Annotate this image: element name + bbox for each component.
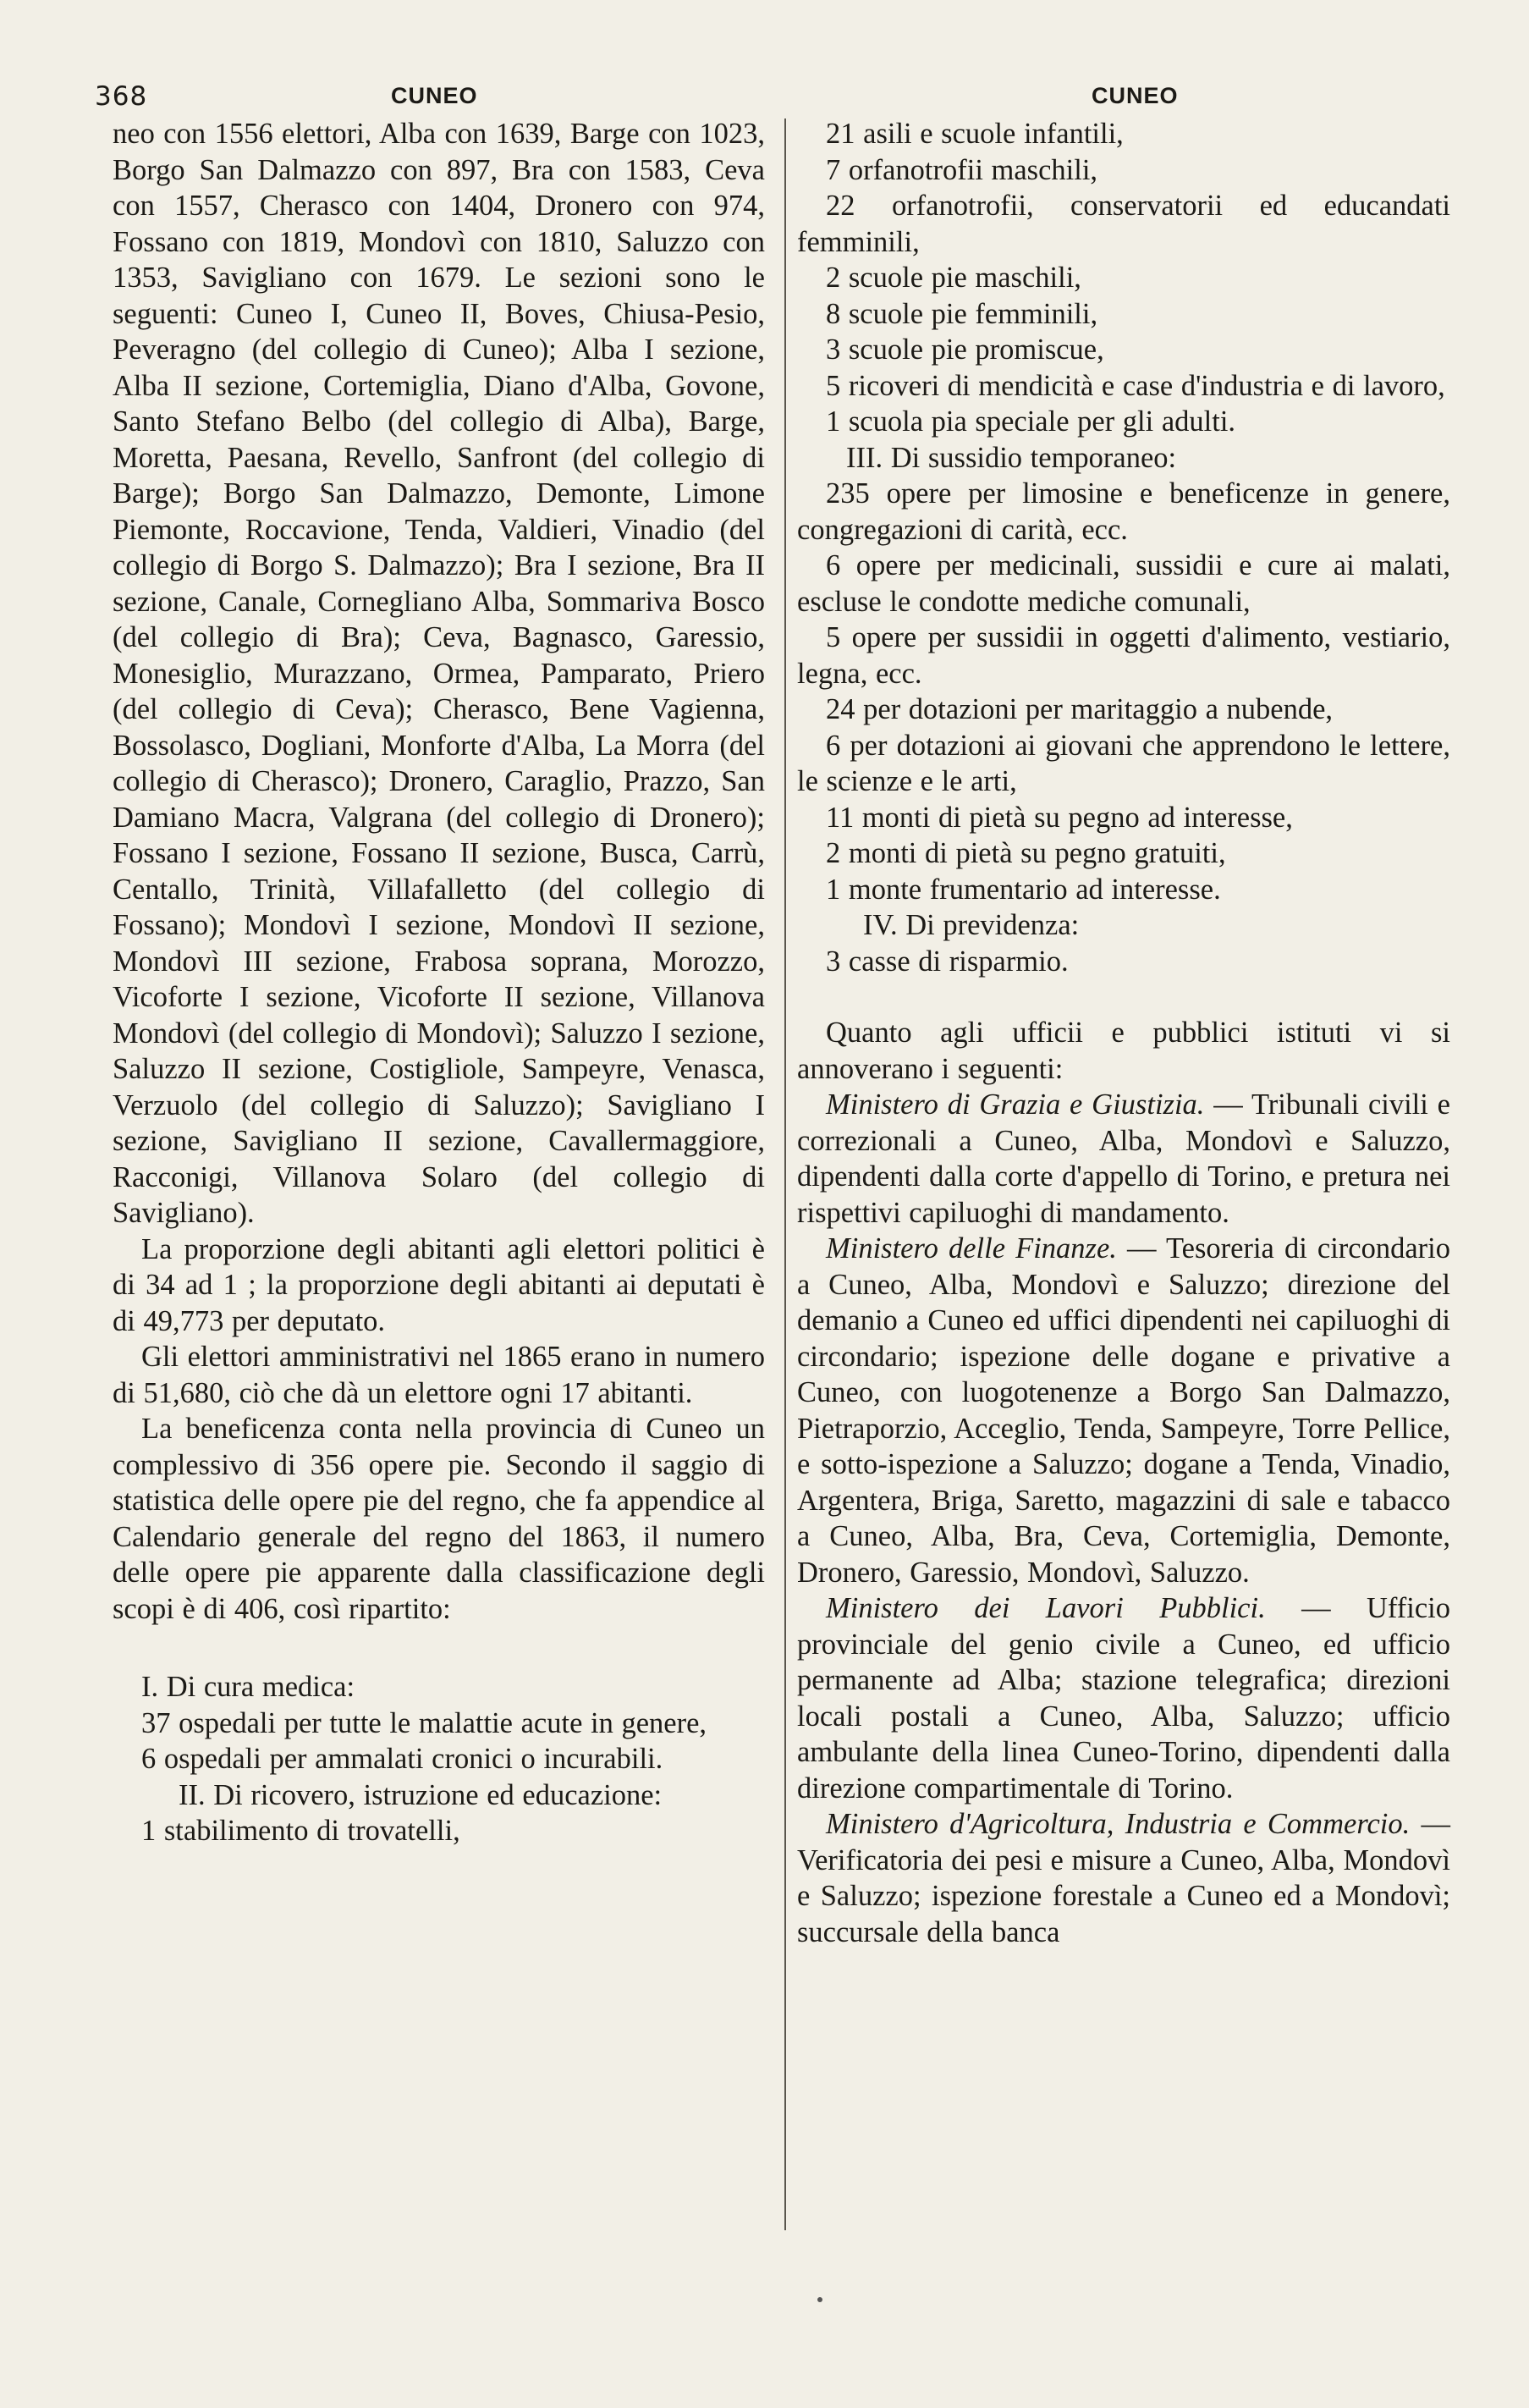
paragraph xyxy=(113,1741,765,1777)
paragraph-text: — Ufficio provinciale del genio civile a Cuneo, ed ufficio permanente ad Alba; stazione telegrafica; direzioni locali postali a Cuneo, Alba, Saluzzo; ufficio ambulante della linea Cuneo-Torino, dipendenti dalla direzione compartimentale di Torino. xyxy=(797,1592,1450,1805)
paragraph-text: 1 monte frumentario ad interesse. xyxy=(826,873,1221,906)
paragraph xyxy=(797,835,1450,872)
paragraph-text: 3 scuole pie promiscue, xyxy=(826,333,1104,366)
paragraph-text: 1 stabilimento di trovatelli, xyxy=(141,1815,460,1847)
paragraph-text: 22 orfanotrofii, conservatorii ed educandati femminili, xyxy=(797,190,1450,258)
paragraph-text: Quanto agli ufficii e pubblici istituti vi si annoverano i seguenti: xyxy=(797,1017,1450,1085)
running-head-right: CUNEO xyxy=(1092,83,1179,108)
paragraph-text: 37 ospedali per tutte le malattie acute in genere, xyxy=(141,1706,707,1739)
paragraph xyxy=(797,368,1450,405)
paragraph-text: I. Di cura medica: xyxy=(141,1671,355,1703)
paragraph xyxy=(797,1087,1450,1231)
ministry-heading: Ministero dei Lavori Pubblici. xyxy=(826,1592,1266,1624)
paragraph-text: 8 scuole pie femminili, xyxy=(826,297,1098,330)
paragraph xyxy=(113,1777,765,1814)
paragraph-text: 1 scuola pia speciale per gli adulti. xyxy=(826,405,1236,438)
paragraph xyxy=(797,800,1450,836)
paragraph xyxy=(797,692,1450,728)
left-text-column xyxy=(113,116,765,1849)
paragraph-text: 2 scuole pie maschili, xyxy=(826,262,1081,294)
paragraph-text: 7 orfanotrofii maschili, xyxy=(826,153,1098,186)
paragraph xyxy=(113,1411,765,1627)
ministry-heading: Ministero di Grazia e Giustizia. xyxy=(826,1088,1205,1121)
paragraph xyxy=(797,1015,1450,1087)
paragraph-text: La beneficenza conta nella provincia di Cuneo un complessivo di 356 opere pie. Secondo il saggio di statistica delle opere pie del regno, che fa appendice al Calendario generale del regno del 1863, il numero delle opere pie apparente dalla classificazione degli scopi è di 406, così ripartito: xyxy=(113,1413,765,1625)
paragraph-text: IV. Di previdenza: xyxy=(863,909,1080,941)
paragraph xyxy=(797,116,1450,152)
paragraph xyxy=(797,440,1450,477)
paragraph-text: 24 per dotazioni per maritaggio a nubende, xyxy=(826,693,1334,725)
paragraph-text: 11 monti di pietà su pegno ad interesse, xyxy=(826,801,1293,834)
paragraph xyxy=(797,620,1450,692)
paragraph xyxy=(797,872,1450,908)
running-head-left: CUNEO xyxy=(391,83,478,108)
paragraph-text: La proporzione degli abitanti agli elettori politici è di 34 ad 1 ; la proporzione degli abitanti ai deputati è di 49,773 per deputato. xyxy=(113,1232,765,1337)
paragraph-text: — Verificatoria dei pesi e misure a Cuneo, Alba, Mondovì e Saluzzo; ispezione forestale a Cuneo ed a Mondovì; succursale della banca xyxy=(797,1808,1450,1948)
paragraph xyxy=(797,907,1450,944)
paragraph xyxy=(113,1705,765,1742)
paragraph xyxy=(797,728,1450,800)
paragraph xyxy=(797,1590,1450,1806)
paragraph xyxy=(113,1232,765,1340)
paragraph xyxy=(797,188,1450,260)
ministry-heading: Ministero delle Finanze. xyxy=(826,1232,1117,1265)
paragraph-text: 5 ricoveri di mendicità e case d'industria e di lavoro, xyxy=(826,369,1445,402)
page-number: 368 xyxy=(95,81,148,112)
paragraph xyxy=(797,260,1450,296)
paragraph-text: 5 opere per sussidii in oggetti d'alimento, vestiario, legna, ecc. xyxy=(797,621,1450,690)
paragraph xyxy=(797,1231,1450,1590)
ink-speck xyxy=(817,2297,822,2302)
paragraph xyxy=(797,404,1450,440)
paragraph-text: 21 asili e scuole infantili, xyxy=(826,118,1124,150)
paragraph-text: neo con 1556 elettori, Alba con 1639, Barge con 1023, Borgo San Dalmazzo con 897, Bra con 1583, Ceva con 1557, Cherasco con 1404, Dronero con 974, Fossano con 1819, Mondovì con 1810, Saluzzo con 1353, Savigliano con 1679. Le sezioni sono le seguenti: Cuneo I, Cuneo II, Boves, Chiusa-Pesio, Peveragno (del collegio di Cuneo); Alba I sezione, Alba II sezione, Cortemiglia, Diano d'Alba, Govone, Santo Stefano Belbo (del collegio di Alba), Barge, Moretta, Paesana, Revello, Sanfront (del collegio di Barge); Borgo San Dalmazzo, Demonte, Limone Piemonte, Roccavione, Tenda, Valdieri, Vinadio (del collegio di Borgo S. Dalmazzo); Bra I sezione, Bra II sezione, Canale, Cornegliano Alba, Sommariva Bosco (del collegio di Bra); Ceva, Bagnasco, Garessio, Monesiglio, Murazzano, Ormea, Pamparato, Priero (del collegio di Ceva); Cherasco, Bene Vagienna, Bossolasco, Dogliani, Monforte d'Alba, La Morra (del collegio di Cherasco); Dronero, Caraglio, Prazzo, San Damiano Macra, Valgrana (del collegio di Dronero); Fossano I sezione, Fossano II sezione, Busca, Carrù, Centallo, Trinità, Villafalletto (del collegio di Fossano); Mondovì I sezione, Mondovì II sezione, Mondovì III sezione, Frabosa soprana, Morozzo, Vicoforte I sezione, Vicoforte II sezione, Villanova Mondovì (del collegio di Mondovì); Saluzzo I sezione, Saluzzo II sezione, Costigliole, Sampeyre, Venasca, Verzuolo (del collegio di Saluzzo); Savigliano I sezione, Savigliano II sezione, Cavallermaggiore, Racconigi, Villanova Solaro (del collegio di Savigliano). xyxy=(113,118,765,1229)
paragraph-text: 2 monti di pietà su pegno gratuiti, xyxy=(826,837,1226,869)
paragraph-text: 235 opere per limosine e beneficenze in genere, congregazioni di carità, ecc. xyxy=(797,477,1450,546)
paragraph-text: II. Di ricovero, istruzione ed educazione: xyxy=(179,1778,663,1811)
paragraph-text: 3 casse di risparmio. xyxy=(826,945,1069,978)
paragraph xyxy=(113,1669,765,1705)
paragraph xyxy=(797,944,1450,980)
paragraph-text: III. Di sussidio temporaneo: xyxy=(846,441,1177,474)
paragraph xyxy=(113,1813,765,1849)
paragraph xyxy=(797,1806,1450,1950)
paragraph-text: 6 per dotazioni ai giovani che apprendono le lettere, le scienze e le arti, xyxy=(797,729,1450,797)
paragraph xyxy=(113,1339,765,1411)
column-divider xyxy=(784,118,786,2230)
paragraph-text: 6 ospedali per ammalati cronici o incurabili. xyxy=(141,1743,663,1775)
paragraph xyxy=(797,296,1450,333)
paragraph xyxy=(113,116,765,1232)
ministry-heading: Ministero d'Agricoltura, Industria e Commercio. xyxy=(826,1808,1411,1840)
paragraph xyxy=(797,548,1450,620)
paragraph xyxy=(797,332,1450,368)
paragraph-text: Gli elettori amministrativi nel 1865 erano in numero di 51,680, ciò che dà un elettore ogni 17 abitanti. xyxy=(113,1341,765,1409)
paragraph-text: — Tribunali civili e correzionali a Cuneo, Alba, Mondovì e Saluzzo, dipendenti dalla corte d'appello di Torino, e pretura nei rispettivi capiluoghi di mandamento. xyxy=(797,1088,1450,1229)
right-text-column xyxy=(797,116,1450,1950)
paragraph xyxy=(797,476,1450,548)
paragraph-text: — Tesoreria di circondario a Cuneo, Alba, Mondovì e Saluzzo; direzione del demanio a Cuneo ed uffici dipendenti nei capiluoghi di circondario; ispezione delle dogane e privative a Cuneo, con luogotenenze a Borgo San Dalmazzo, Pietraporzio, Acceglio, Tenda, Sampeyre, Torre Pellice, e sotto-ispezione a Saluzzo; dogane a Tenda, Vinadio, Argentera, Briga, Saretto, magazzini di sale e tabacco a Cuneo, Alba, Bra, Ceva, Cortemiglia, Demonte, Dronero, Garessio, Mondovì, Saluzzo. xyxy=(797,1232,1450,1589)
paragraph xyxy=(797,152,1450,189)
paragraph-text: 6 opere per medicinali, sussidii e cure ai malati, escluse le condotte mediche comunali, xyxy=(797,549,1450,618)
